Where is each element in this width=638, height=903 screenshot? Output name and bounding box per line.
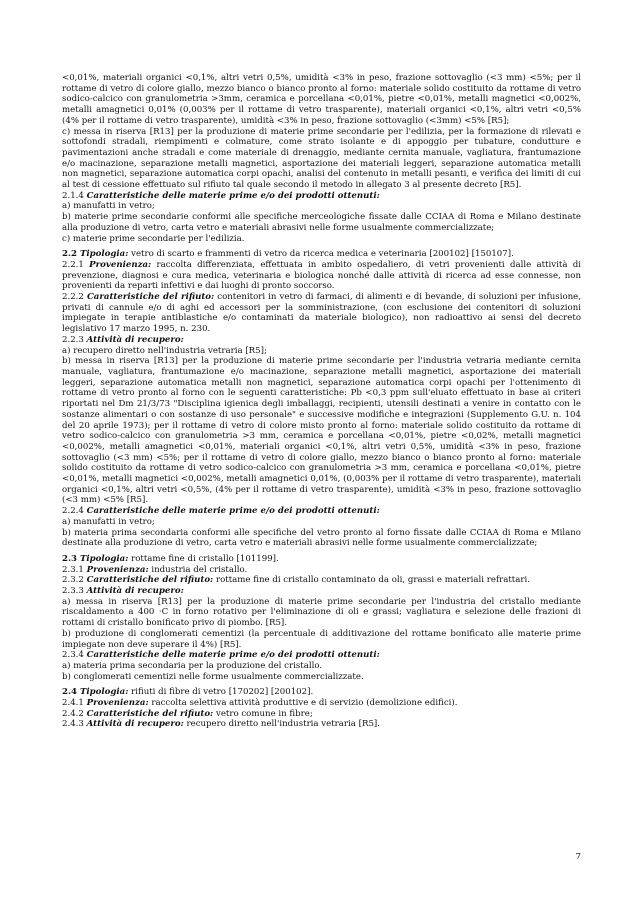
section-title-2-3 (62, 554, 581, 565)
paragraph-text: industria del cristallo. (148, 564, 248, 575)
paragraph-text: vetro comune in fibre; (213, 708, 313, 719)
paragraph-label: Caratteristiche del rifiuto: (86, 708, 214, 719)
list-item: b) messa in riserva [R13] per la produzione di materie prime secondarie per l'industria vetraria mediante cernita manuale, vagliatura, frantumazione e/o macinazione, separazione metalli magnetici, asportazione dei materiali leggeri, separazione automatica metalli non magnetici, separazione automatica corpi opachi per l'ottenimento di rottame di vetro pronto al forno con le seguenti caratteristiche: Pb <0,3 ppm sull'eluato effettuato in base ai criteri riportati nel Dm 21/3/73 "Disciplina igienica degli imballaggi, recipienti, utensili destinati a venire in contatto con le sostanze alimentari o con sostanze di uso personale" e successive modifiche e integrazioni (Supplemento G.U. n. 104 del 20 aprile 1973); per il rottame di vetro di colore misto pronto al forno: materiale solido costituito da rottame di vetro sodico-calcico con granulometria >3 mm, ceramica e porcellana <0,01%, pietre <0,02%, metalli magnetici <0,002%, metalli amagnetici <0,01%, materiali organici <0,1%, altri vetri 0,5%, umidità <3% in peso, frazione sottovaglio (<3 mm) <5%; per il rottame di vetro di colore giallo, mezzo bianco o bianco pronto al forno: materiale solido costituito da rottame di vetro sodico-calcico con granulometria >3 mm, ceramica e porcellana <0,01%, pietre <0,01%, metalli magnetici <0,002%, metalli amagnetici 0,01%, (0,003% per il rottame di vetro trasparente), materiali organici <0,1%, altri vetri <0,5%, (4% per il rottame di vetro trasparente), umidità <3% in peso, frazione sottovaglio (<3 mm) <5% [R5]. (62, 356, 581, 506)
heading-number: 2.3.3 (62, 586, 87, 597)
list-item: a) messa in riserva [R13] per la produzione di materie prime secondarie per l'industria del cristallo mediante riscaldamento a 400 ·C in forno rotativo per l'eliminazione di oli e grassi; vagliatura e selezione delle frazioni di rottami di cristallo bonificato privo di piombo. [R5]. (62, 596, 581, 629)
paragraph-text: contenitori in vetro di farmaci, di alimenti e di bevande, di soluzioni per infusione, privati di cannule e/o di aghi ed accessori per la somministrazione, (con esclusione dei contenitori di soluzioni impiegate in terapie antiblastiche e/o contaminati da materiale biologico), non radioattivo ai sensi del decreto legislativo 17 marzo 1995, n. 230. (62, 292, 581, 335)
section-label: Tipologia: (79, 553, 129, 564)
paragraph-2-4-3 (62, 719, 581, 730)
paragraph-number: 2.3.2 (62, 575, 87, 586)
heading-2-2-4 (62, 506, 581, 517)
paragraph-number: 2.2.2 (62, 292, 87, 303)
heading-label: Caratteristiche delle materie prime e/o dei prodotti ottenuti: (86, 506, 380, 517)
heading-2-3-3 (62, 586, 581, 597)
list-item: a) materia prima secondaria per la produzione del cristallo. (62, 660, 323, 671)
paragraph-number: 2.3.1 (62, 564, 87, 575)
page-number: 7 (575, 852, 581, 862)
list-item: b) materia prima secondaria conformi alle specifiche del vetro pronto al forno fissate dalle CCIAA di Roma e Milano destinate alla produzione di vetro, carta vetro e materiali abrasivi nelle forme usualmente commercializzate; (62, 527, 581, 549)
heading-number: 2.2.3 (62, 334, 87, 345)
list-item: b) materie prime secondarie conformi alle specifiche merceologiche fissate dalle CCIAA di Roma e Milano destinate alla produzione di vetro, carta vetro e materiali abrasivi nelle forme usualmente commercializzate; (62, 212, 581, 233)
heading-2-2-3 (62, 335, 581, 346)
section-number: 2.2 (62, 249, 80, 260)
paragraph-number: 2.4.1 (62, 698, 87, 709)
paragraph-cont-2: c) messa in riserva [R13] per la produzione di materie prime secondarie per l'edilizia, per la formazione di rilevati e sottofondi stradali, riempimenti e colmature, come strato isolante e di appoggio per tubature, condutture e pavimentazioni anche stradali e come materiale di drenaggio, mediante cernita manuale, vagliatura, frantumazione e/o macinazione, separazione metalli magnetici, asportazione dei materiali leggeri, separazione automatica metalli non magnetici, separazione automatica corpi opachi, analisi del contenuto in metalli pesanti, e verifica dei limiti di cui al test di cessione effettuato sul rifiuto tal quale secondo il metodo in allegato 3 al presente decreto [R5]. (62, 126, 581, 191)
section-title-2-2 (62, 249, 581, 260)
heading-label: Attività di recupero: (86, 586, 184, 597)
paragraph-label: Caratteristiche del rifiuto: (86, 292, 215, 303)
paragraph-label: Provenienza: (86, 698, 149, 709)
heading-number: 2.3.4 (62, 650, 87, 661)
section-number: 2.4 (62, 687, 80, 698)
paragraph-2-4-1 (62, 698, 581, 709)
section-text: rottame fine di cristallo [101199]. (128, 553, 279, 564)
heading-2-1-4 (62, 191, 581, 202)
paragraph-2-3-1 (62, 565, 581, 576)
paragraph-label: Caratteristiche del rifiuto: (86, 575, 214, 586)
heading-label: Attività di recupero: (86, 334, 184, 345)
paragraph-text: raccolta differenziata, effettuata in ambito ospedaliero, di vetri provenienti dalle attività di prevenzione, diagnosi e cura medica, veterinaria e biologica nonché dalle attività di ricerca ad esse connesse, non provenienti da reparti infettivi e dai luoghi di pronto soccorso. (62, 259, 581, 292)
paragraph-label: Provenienza: (89, 259, 152, 270)
paragraph-2-3-2 (62, 575, 581, 586)
paragraph-number: 2.4.2 (62, 708, 87, 719)
paragraph-cont-1: <0,01%, materiali organici <0,1%, altri vetri 0,5%, umidità <3% in peso, frazione sottovaglio (<3 mm) <5%; per il rottame di vetro di colore giallo, mezzo bianco o bianco pronto al forno: materiale solido costituito da rottame di vetro sodico-calcico con granulometria >3mm, ceramica e porcellana <0,01%, pietre <0,01%, metalli magnetici <0,002%, metalli amagnetici 0,01% (0,003% per il rottame di vetro trasparente), materiali organici <0,1%, altri vetri <0,5% (4% per il rottame di vetro trasparente), umidità <3% in peso, frazione sottovaglio (<3mm) <5% [R5]; (62, 73, 581, 126)
paragraph-2-2-1 (62, 260, 581, 292)
paragraph-number: 2.4.3 (62, 719, 87, 730)
paragraph-text: raccolta selettiva attività produttive e di servizio (demolizione edifici). (148, 698, 458, 709)
paragraph-2-2-2 (62, 292, 581, 335)
paragraph-number: 2.2.1 (62, 259, 90, 270)
heading-label: Caratteristiche delle materie prime e/o dei prodotti ottenuti: (86, 190, 380, 201)
heading-2-3-4 (62, 650, 581, 661)
paragraph-label: Provenienza: (86, 564, 149, 575)
list-item: a) manufatti in vetro; (62, 516, 155, 527)
heading-number: 2.1.4 (62, 190, 87, 201)
list-item: b) conglomerati cementizi nelle forme usualmente commercializzate. (62, 671, 364, 682)
section-text: vetro di scarto e frammenti di vetro da ricerca medica e veterinaria [200102] [150107]. (128, 249, 514, 260)
list-item: a) recupero diretto nell'industria vetraria [R5]; (62, 345, 267, 356)
paragraph-label: Attività di recupero: (86, 719, 184, 730)
list-item: b) produzione di conglomerati cementizi (la percentuale di additivazione del rottame bonificato alle materie prime impiegate non deve superare il 4%) [R5]. (62, 628, 581, 650)
section-title-2-4 (62, 687, 581, 698)
section-text: rifiuti di fibre di vetro [170202] [200102]. (128, 687, 314, 698)
list-item: a) manufatti in vetro; (62, 201, 155, 212)
section-number: 2.3 (62, 553, 80, 564)
heading-label: Caratteristiche delle materie prime e/o dei prodotti ottenuti: (86, 650, 380, 661)
paragraph-text: recupero diretto nell'industria vetraria [R5]. (183, 719, 380, 730)
heading-number: 2.2.4 (62, 506, 87, 517)
section-label: Tipologia: (79, 249, 129, 260)
section-label: Tipologia: (79, 687, 129, 698)
paragraph-2-4-2 (62, 709, 581, 720)
list-item: c) materie prime secondarie per l'edilizia. (62, 233, 245, 244)
paragraph-text: rottame fine di cristallo contaminato da oli, grassi e materiali refrattari. (213, 575, 530, 586)
